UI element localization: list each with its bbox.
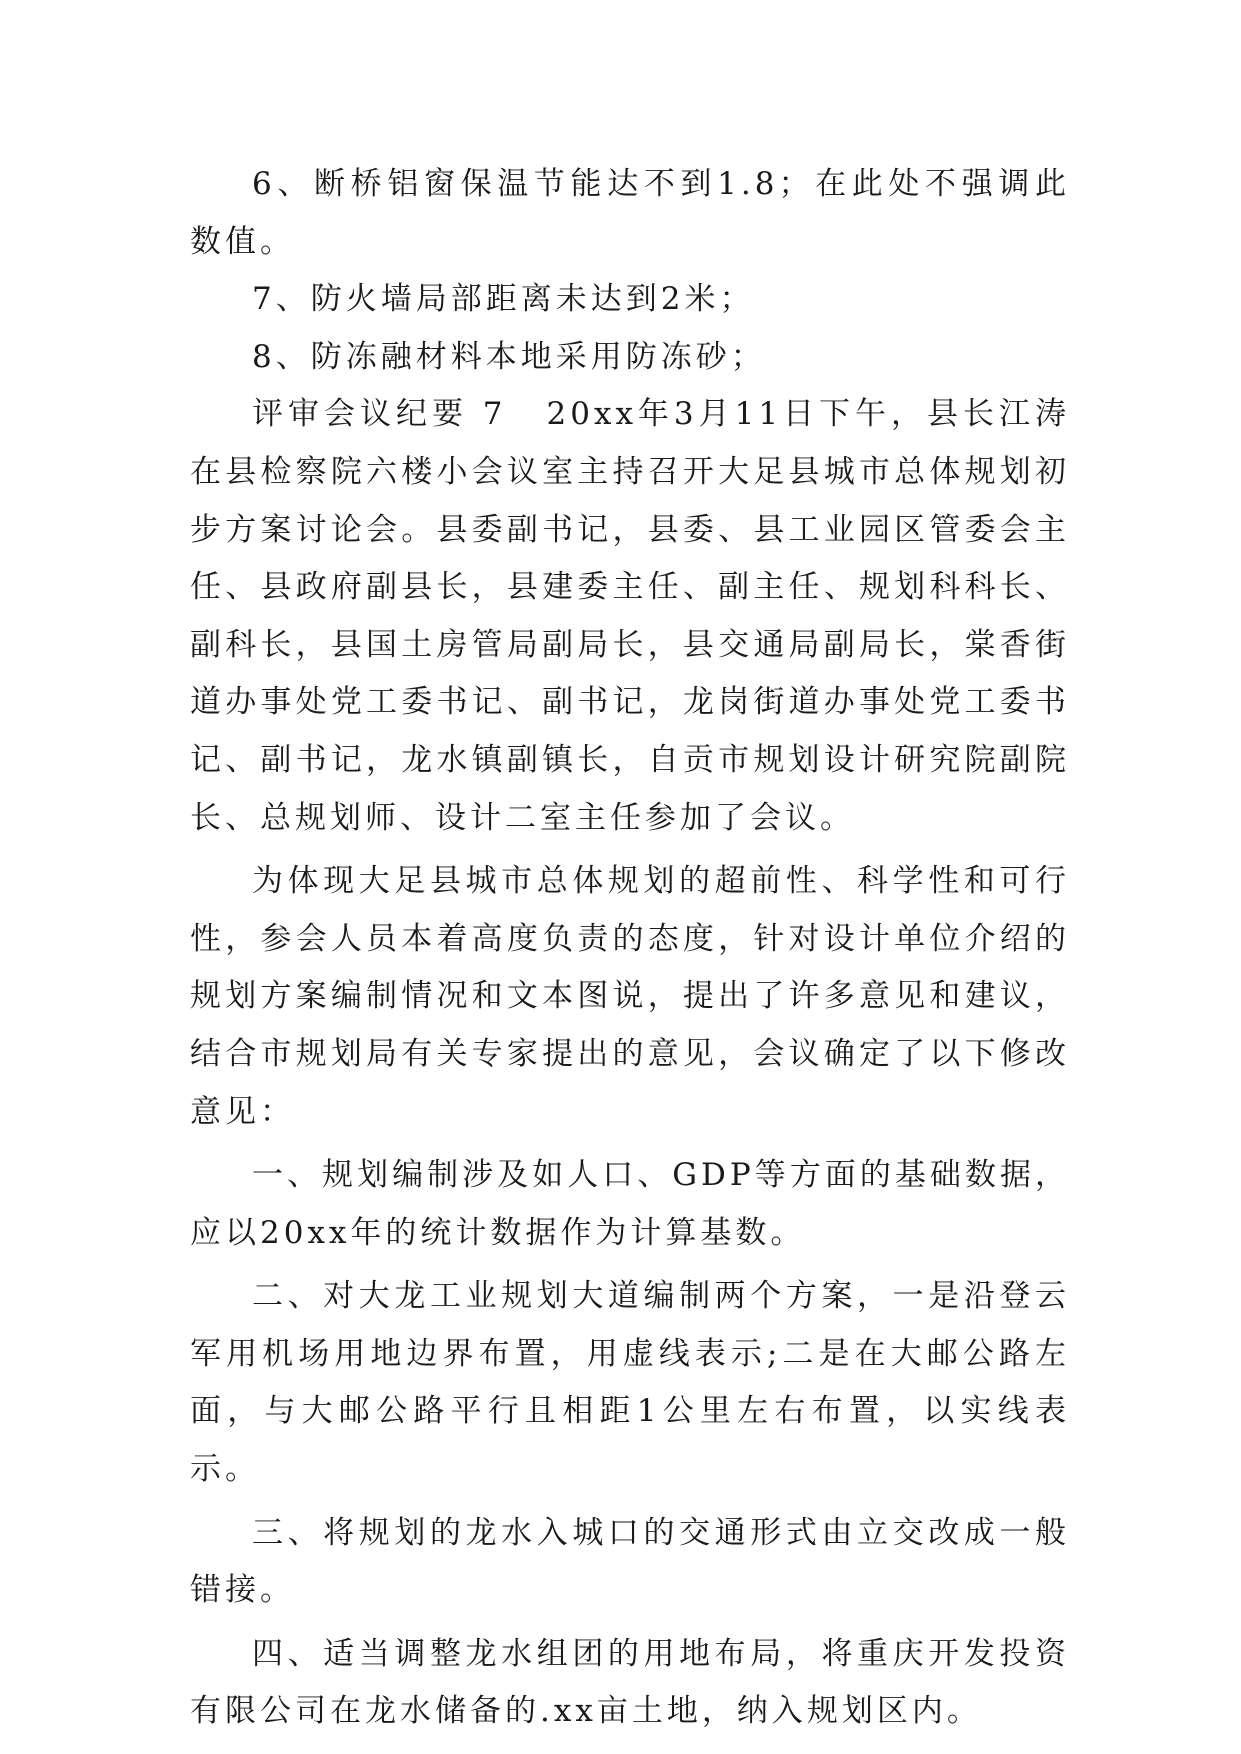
paragraph: 一、规划编制涉及如人口、GDP等方面的基础数据，应以20xx年的统计数据作为计算基数。 — [190, 1157, 1070, 1251]
meeting-label: 评审会议纪要 7 — [252, 396, 507, 433]
meeting-paragraph — [190, 386, 1070, 847]
paragraph: 三、将规划的龙水入城口的交通形式由立交改成一般错接。 — [190, 1514, 1070, 1609]
list-item: 8、防冻融材料本地采用防冻砂； — [252, 338, 766, 375]
list-item: 7、防火墙局部距离未达到2米； — [252, 281, 755, 318]
meeting-body: 20xx年3月11日下午，县长江涛在县检察院六楼小会议室主持召开大足县城市总体规划初步方案讨论会。县委副书记，县委、县工业园区管委会主任、县政府副县长，县建委主任、副主任、规划科科长、副科长，县国土房管局副局长，县交通局副局长，棠香街道办事处党工委书记、副书记，龙岗街道办事处党工委书记、副书记，龙水镇副镇长，自贡市规划设计研究院副院长、总规划师、设计二室主任参加了会议。 — [190, 396, 1070, 836]
document-body — [190, 156, 1070, 1747]
paragraph: 二、对大龙工业规划大道编制两个方案，一是沿登云军用机场用地边界布置，用虚线表示;二是在大邮公路左面，与大邮公路平行且相距1公里左右布置，以实线表示。 — [190, 1278, 1070, 1488]
paragraph: 为体现大足县城市总体规划的超前性、科学性和可行性，参会人员本着高度负责的态度，针对设计单位介绍的规划方案编制情况和文本图说，提出了许多意见和建议，结合市规划局有关专家提出的意见，会议确定了以下修改意见： — [190, 863, 1070, 1130]
list-item: 6、断桥铝窗保温节能达不到1.8；在此处不强调此数值。 — [190, 166, 1070, 260]
paragraph: 四、适当调整龙水组团的用地布局，将重庆开发投资有限公司在龙水储备的.xx亩土地，纳入规划区内。 — [190, 1635, 1070, 1730]
